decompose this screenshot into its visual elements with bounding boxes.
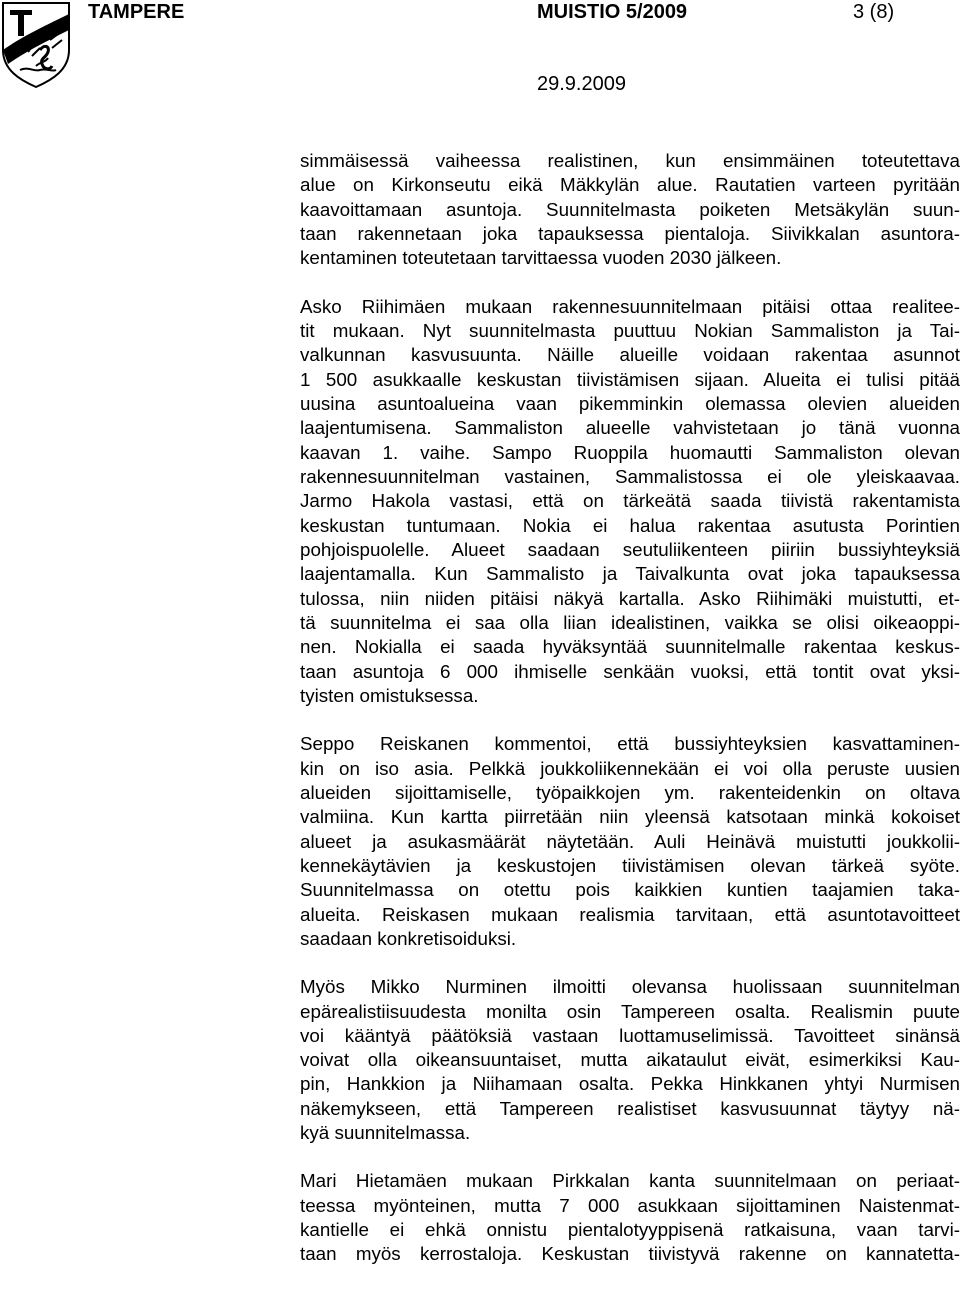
paragraph-line: pohjoispuolelle. Alueet saadaan seutuliikenteen piiriin bussiyhteyksiä [300,538,960,560]
paragraph-line: laajentumisena. Sammaliston alueelle vahvistetaan jo tänä vuonna [300,417,960,439]
tampere-coat-of-arms-icon [0,0,72,88]
paragraph-line: tulossa, niin niiden pitäisi näkyä kartalla. Asko Riihimäki muistutti, et- [300,587,960,609]
paragraph-line: alueita. Reiskasen mukaan realismia tarvitaan, että asuntotavoitteet [300,903,960,925]
paragraph-line: valkunnan kasvusuunta. Näille alueille voidaan rakentaa asunnot [300,344,960,366]
paragraph-line: Mari Hietamäen mukaan Pirkkalan kanta suunnitelmaan on periaat- [300,1170,960,1192]
header-city: TAMPERE [88,1,185,23]
paragraph-line: laajentamalla. Kun Sammalisto ja Taivalkunta ovat joka tapauksessa [300,563,960,585]
header-date: 29.9.2009 [537,73,626,95]
paragraph-line: rakennesuunnitelman vastainen, Sammalistossa ei ole yleiskaavaa. [300,465,960,487]
paragraph-line: kantielle ei ehkä onnistu pientalotyyppisenä ratkaisuna, vaan tarvi- [300,1219,960,1241]
header-page-number: 3 (8) [853,1,895,23]
paragraph-line: voi kääntyä päätöksiä vastaan luottamuselimissä. Tavoitteet sinänsä [300,1024,960,1046]
paragraph [300,295,960,709]
paragraph-line: kyä suunnitelmassa. [300,1122,471,1144]
paragraph-line: keskustan tuntumaan. Nokia ei halua rakentaa asutusta Porintien [300,514,960,536]
paragraph-line: nen. Nokialla ei saada hyväksyntää suunnitelmalle rakentaa keskus- [300,636,960,658]
paragraph-line: tit mukaan. Nyt suunnitelmasta puuttuu Nokian Sammaliston ja Tai- [300,319,960,341]
paragraph-line: uusina asuntoalueina vaan pikemminkin olemassa olevien alueiden [300,392,960,414]
document-body [300,149,960,1291]
paragraph [300,149,960,271]
paragraph-line: epärealistiisuudesta monilta osin Tampereen osalta. Realismin puute [300,1000,960,1022]
paragraph-line: alue on Kirkonseutu eikä Mäkkylän alue. Rautatien varteen pyritään [300,174,960,196]
paragraph-line: voivat olla oikeansuuntaiset, mutta aikataulut eivät, esimerkiksi Kau- [300,1049,960,1071]
paragraph-line: kin on iso asia. Pelkkä joukkoliikennekään ei voi olla peruste uusien [300,757,960,779]
paragraph-line: kentaminen toteutetaan tarvittaessa vuoden 2030 jälkeen. [300,247,782,269]
paragraph-line: alueiden sijoittamiselle, työpaikkojen ym. rakenteidenkin on oltava [300,781,960,803]
paragraph-line: Seppo Reiskanen kommentoi, että bussiyhteyksien kasvattaminen- [300,733,960,755]
paragraph-line: Jarmo Hakola vastasi, että on tärkeätä saada tiivistä rakentamista [300,490,960,512]
paragraph-line: tyisten omistuksessa. [300,684,479,706]
paragraph-line: simmäisessä vaiheessa realistinen, kun ensimmäinen toteutettava [300,150,960,171]
paragraph [300,732,960,951]
paragraph-line: kennekäytävien ja keskustojen tiivistämisen olevan tärkeä syöte. [300,854,960,876]
paragraph-line: taan asuntoja 6 000 ihmiselle senkään vuoksi, että tontit ovat yksi- [300,660,960,682]
paragraph-line: näkemykseen, että Tampereen realistiset kasvusuunnat täytyy nä- [300,1097,960,1119]
paragraph-line: Suunnitelmassa on otettu pois kaikkien kuntien taajamien taka- [300,879,960,901]
paragraph-line: Asko Riihimäen mukaan rakennesuunnitelmaan pitäisi ottaa realitee- [300,295,960,317]
paragraph-line: teessa myönteinen, mutta 7 000 asukkaan sijoittaminen Naistenmat- [300,1194,960,1216]
paragraph-line: taan myös kerrostaloja. Keskustan tiivistyvä rakenne on kannatetta- [300,1243,960,1265]
paragraph-line: saadaan konkretisoiduksi. [300,927,517,949]
paragraph-line: valmiina. Kun kartta piirretään niin yleensä katsotaan minkä kokoiset [300,806,960,828]
paragraph [300,1169,960,1266]
paragraph-line: kaavoittamaan asuntoja. Suunnitelmasta poiketen Metsäkylän suun- [300,198,960,220]
paragraph [300,975,960,1145]
paragraph-line: 1 500 asukkaalle keskustan tiivistämisen sijaan. Alueita ei tulisi pitää [300,368,960,390]
header-document-title: MUISTIO 5/2009 [537,1,688,23]
paragraph-line: kaavan 1. vaihe. Sampo Ruoppila huomautti Sammaliston olevan [300,441,960,463]
paragraph-line: Myös Mikko Nurminen ilmoitti olevansa huolissaan suunnitelman [300,976,960,998]
paragraph-line: alueet ja asukasmäärät näytetään. Auli Heinävä muistutti joukkolii- [300,830,960,852]
paragraph-line: tä suunnitelma ei saa olla liian idealistinen, vaikka se olisi oikeaoppi- [300,611,960,633]
paragraph-line: pin, Hankkion ja Niihamaan osalta. Pekka Hinkkanen yhtyi Nurmisen [300,1073,960,1095]
paragraph-line: taan rakennetaan joka tapauksessa pientaloja. Siivikkalan asuntora- [300,222,960,244]
